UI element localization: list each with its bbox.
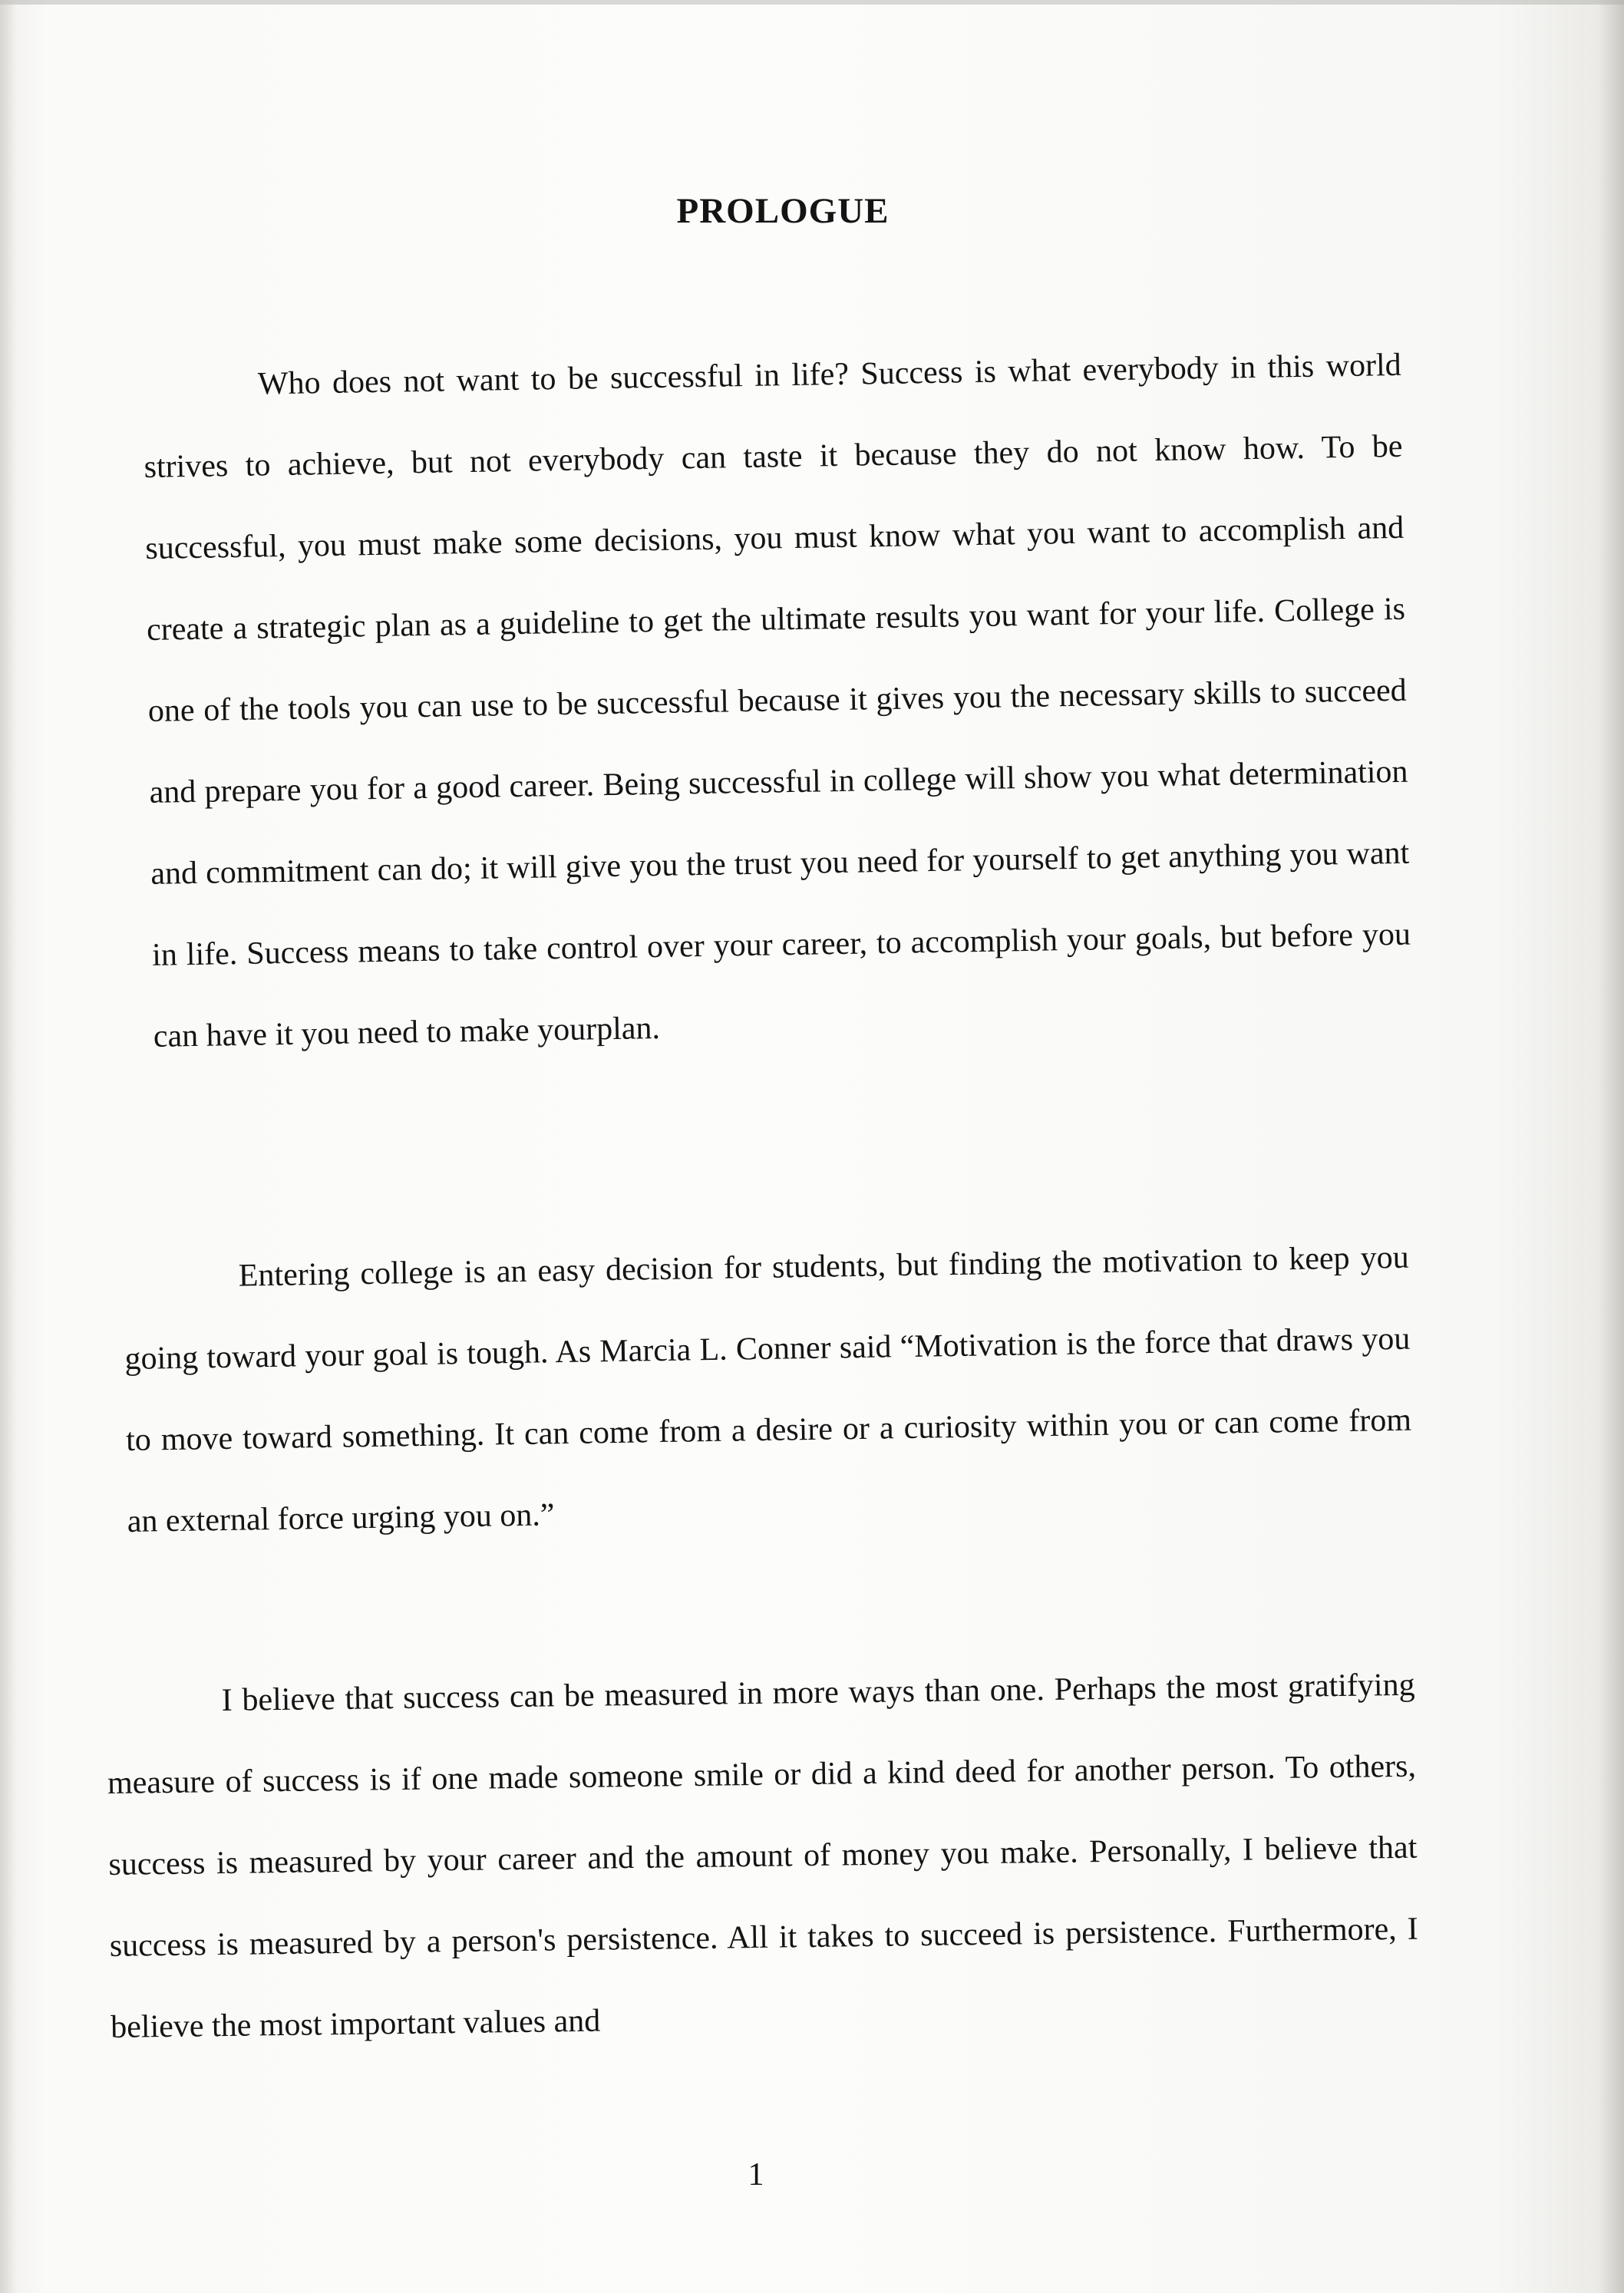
page-title: PROLOGUE bbox=[676, 191, 890, 231]
page-top-edge bbox=[0, 0, 1624, 5]
page-right-edge bbox=[1598, 0, 1624, 2293]
page-number: 1 bbox=[748, 2157, 764, 2192]
paragraph-2 bbox=[123, 1217, 1413, 1562]
paragraph-indent bbox=[124, 1286, 239, 1288]
paragraph-indent bbox=[107, 1711, 222, 1712]
paragraph-indent bbox=[143, 394, 258, 396]
paragraph-1 bbox=[142, 325, 1413, 1077]
paragraph-3 bbox=[106, 1645, 1420, 2068]
paragraph-3-text: I believe that success can be measured in more ways than one. Perhaps the most gratifying measure of success is if one made someone smile or did a kind deed for another person. To others, success is measured by your career and the amount of money you make. Personally, I believe that success is measured by a person's persistence. All it takes to succeed is persistence. Furthermore, I believe the most important values and bbox=[107, 1667, 1419, 2045]
paragraph-2-text: Entering college is an easy decision for students, but finding the motivation to keep you going toward your goal is tough. As Marcia L. Conner said “Motivation is the force that draws you to move toward something. It can come from a desire or a curiosity within you or can come from an external force urging you on.” bbox=[124, 1239, 1412, 1539]
page-left-edge bbox=[0, 0, 17, 2293]
paragraph-1-text: Who does not want to be successful in life? Success is what everybody in this world strives to achieve, but not everybody can taste it because they do not know how. To be successful, you must make some decisions, you must know what you want to accomplish and create a strategic plan as a guideline to get the ultimate results you want for your life. College is one of the tools you can use to be successful because it gives you the necessary skills to succeed and prepare you for a good career. Being successful in college will show you what determination and commitment can do; it will give you the trust you need for yourself to get anything you want in life. Success means to take control over your career, to accomplish your goals, but before you can have it you need to make yourplan. bbox=[144, 347, 1411, 1054]
